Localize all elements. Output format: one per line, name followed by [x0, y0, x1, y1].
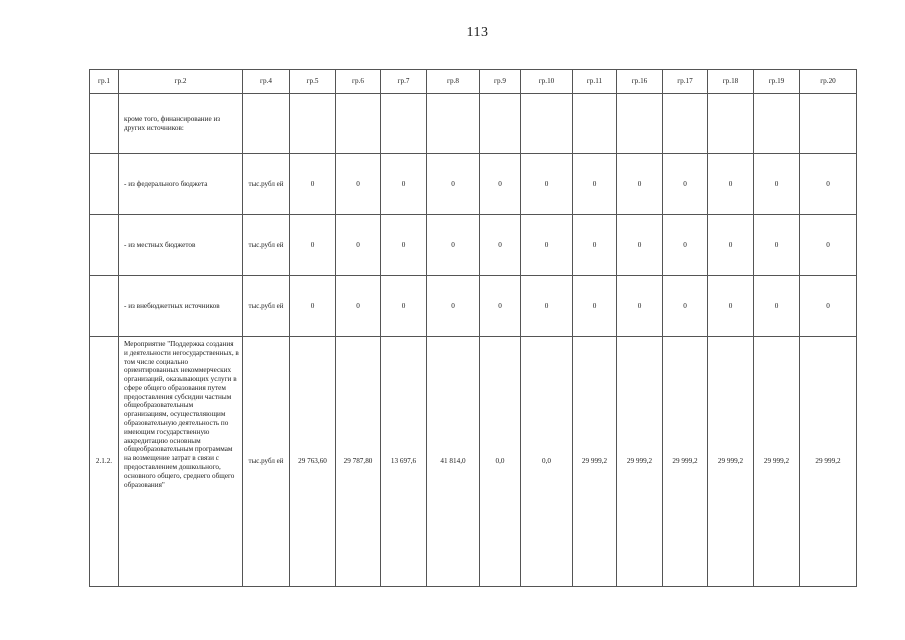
table-row — [90, 276, 857, 337]
table-cell: 0 — [708, 215, 754, 276]
table-cell — [427, 94, 480, 154]
table-cell: 0 — [617, 276, 663, 337]
table-cell: 0 — [754, 215, 800, 276]
table-cell: 0 — [336, 276, 381, 337]
row-number — [90, 94, 119, 154]
table-cell: 29 787,80 — [336, 337, 381, 587]
table-row — [90, 337, 857, 587]
table-cell: 0 — [480, 154, 521, 215]
table-cell: 0 — [336, 215, 381, 276]
table-cell — [663, 94, 708, 154]
table-cell: 13 697,6 — [381, 337, 427, 587]
column-header: гр.18 — [708, 70, 754, 94]
row-description: - из федерального бюджета — [119, 154, 243, 215]
table-cell: 0 — [800, 276, 857, 337]
column-header: гр.2 — [119, 70, 243, 94]
table-cell: 0 — [336, 154, 381, 215]
column-header: гр.19 — [754, 70, 800, 94]
column-header: гр.16 — [617, 70, 663, 94]
row-unit: тыс.рубл ей — [243, 276, 290, 337]
table-cell: 29 763,60 — [290, 337, 336, 587]
table-cell: 0 — [427, 276, 480, 337]
table-cell — [336, 94, 381, 154]
row-unit — [243, 94, 290, 154]
row-unit: тыс.рубл ей — [243, 154, 290, 215]
table-cell: 0 — [573, 215, 617, 276]
column-header: гр.5 — [290, 70, 336, 94]
table-cell: 0 — [708, 276, 754, 337]
row-description: - из местных бюджетов — [119, 215, 243, 276]
column-header: гр.20 — [800, 70, 857, 94]
table-cell: 0 — [480, 276, 521, 337]
table-cell: 0 — [521, 276, 573, 337]
column-header: гр.11 — [573, 70, 617, 94]
table-cell: 0 — [617, 154, 663, 215]
column-header: гр.17 — [663, 70, 708, 94]
table-cell: 0 — [427, 215, 480, 276]
table-cell — [381, 94, 427, 154]
row-unit: тыс.рубл ей — [243, 337, 290, 587]
table-cell: 0 — [480, 215, 521, 276]
table-cell — [573, 94, 617, 154]
table-cell — [617, 94, 663, 154]
column-header: гр.10 — [521, 70, 573, 94]
table-cell: 29 999,2 — [663, 337, 708, 587]
table-cell: 0 — [521, 215, 573, 276]
table-cell — [521, 94, 573, 154]
table-cell: 29 999,2 — [708, 337, 754, 587]
table-cell: 0 — [381, 154, 427, 215]
table-row — [90, 154, 857, 215]
table-cell: 0 — [290, 215, 336, 276]
table-cell: 0,0 — [480, 337, 521, 587]
header-row — [90, 70, 857, 94]
table-cell: 0 — [573, 154, 617, 215]
row-description: Мероприятие "Поддержка создания и деятельности негосударственных, в том числе социально ориентированных некоммерческих организаций, оказывающих услуги в сфере общего образования путем предоставления субсидии частным общеобразовательным организациям, осуществляющим образовательную деятельность по имеющим государственную аккредитацию основным общеобразовательным программам на возмещение затрат в связи с предоставлением дошкольного, основного общего, среднего общего образования" — [119, 337, 243, 587]
table-cell: 0 — [427, 154, 480, 215]
column-header: гр.7 — [381, 70, 427, 94]
table-cell — [480, 94, 521, 154]
table-cell: 0 — [381, 215, 427, 276]
table-cell: 0 — [800, 154, 857, 215]
table-cell: 29 999,2 — [754, 337, 800, 587]
budget-table — [89, 69, 857, 587]
column-header: гр.9 — [480, 70, 521, 94]
column-header: гр.1 — [90, 70, 119, 94]
column-header: гр.6 — [336, 70, 381, 94]
table-cell — [800, 94, 857, 154]
table-cell — [754, 94, 800, 154]
column-header: гр.4 — [243, 70, 290, 94]
row-number — [90, 154, 119, 215]
table-cell: 41 814,0 — [427, 337, 480, 587]
table-cell: 29 999,2 — [800, 337, 857, 587]
table-cell: 0 — [800, 215, 857, 276]
table-cell: 0,0 — [521, 337, 573, 587]
table-cell: 0 — [290, 154, 336, 215]
column-header: гр.8 — [427, 70, 480, 94]
table-cell — [708, 94, 754, 154]
table-row — [90, 94, 857, 154]
row-unit: тыс.рубл ей — [243, 215, 290, 276]
table-cell: 0 — [663, 276, 708, 337]
table-cell: 0 — [617, 215, 663, 276]
table-cell: 29 999,2 — [617, 337, 663, 587]
table-cell: 0 — [573, 276, 617, 337]
table-cell: 0 — [381, 276, 427, 337]
row-number — [90, 276, 119, 337]
table-cell: 0 — [663, 154, 708, 215]
row-description: - из внебюджетных источников — [119, 276, 243, 337]
table-cell: 0 — [708, 154, 754, 215]
table-cell: 0 — [754, 276, 800, 337]
table-row — [90, 215, 857, 276]
row-description: кроме того, финансирование из других источников: — [119, 94, 243, 154]
table-cell: 0 — [290, 276, 336, 337]
table-cell: 0 — [754, 154, 800, 215]
row-number: 2.1.2. — [90, 337, 119, 587]
page-number: 113 — [466, 25, 489, 40]
table-cell: 0 — [663, 215, 708, 276]
table-cell: 29 999,2 — [573, 337, 617, 587]
table-cell — [290, 94, 336, 154]
row-number — [90, 215, 119, 276]
table-cell: 0 — [521, 154, 573, 215]
